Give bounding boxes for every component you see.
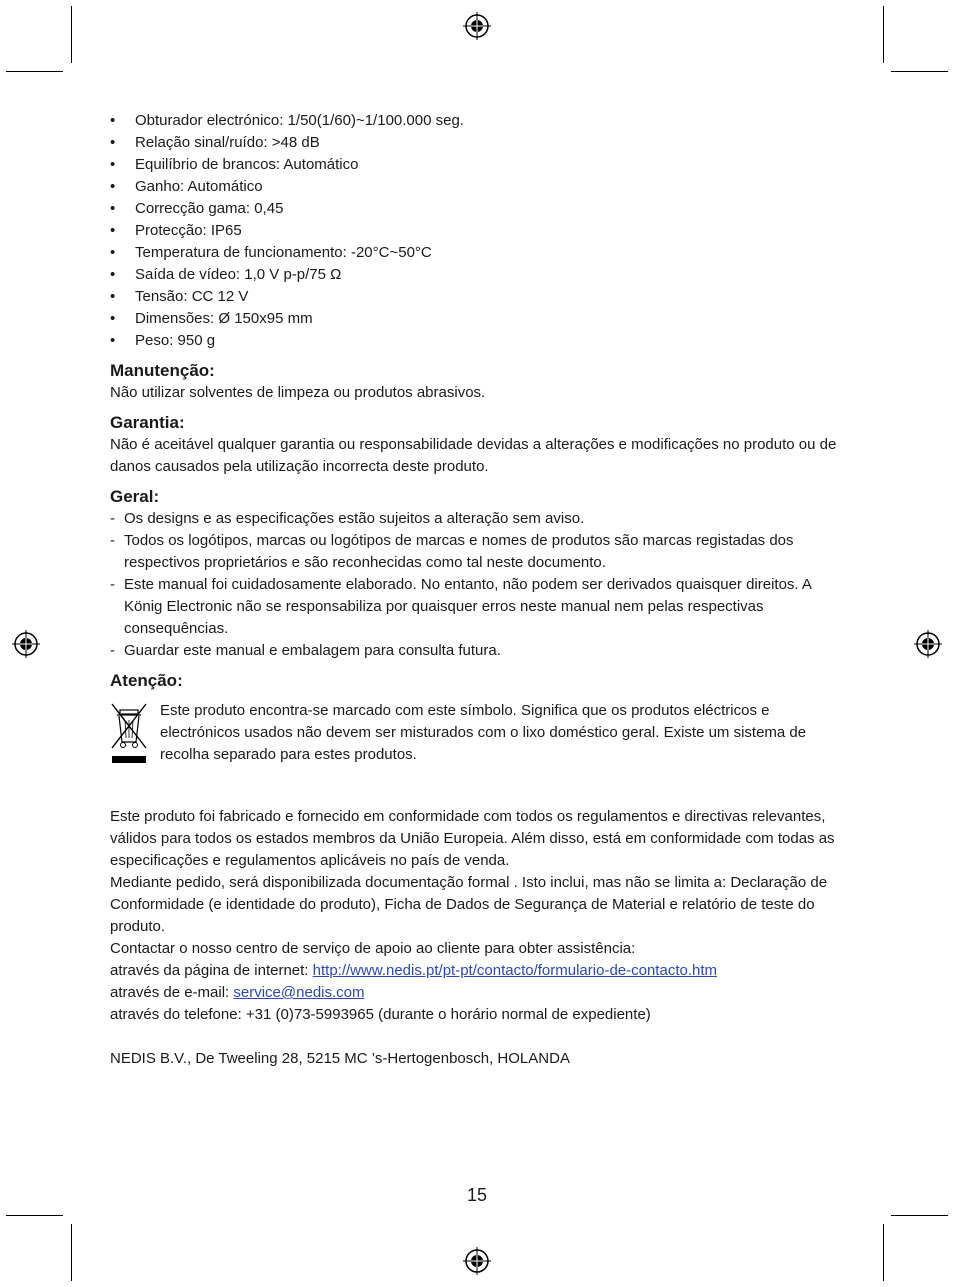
spec-text: Temperatura de funcionamento: -20°C~50°C [135,244,432,261]
bullet: • [110,222,116,239]
general-item [110,640,845,662]
bullet: • [110,244,116,261]
spec-text: Ganho: Automático [135,178,263,195]
crop-mark [883,6,884,63]
bullet: • [110,178,116,195]
web-contact-line [110,960,845,982]
spec-item [110,286,845,308]
maintenance-heading: Manutenção: [110,361,215,380]
attention-section [110,670,845,766]
bullet: • [110,134,116,151]
dash-marker: - [110,510,115,527]
crop-mark [6,71,63,72]
contact-form-link[interactable]: http://www.nedis.pt/pt-pt/contacto/formulario-de-contacto.htm [312,962,717,979]
general-heading: Geral: [110,487,160,506]
spec-item [110,264,845,286]
spec-text: Obturador electrónico: 1/50(1/60)~1/100.000 seg. [135,112,464,129]
spec-item [110,132,845,154]
spec-text: Correcção gama: 0,45 [135,200,284,217]
bullet: • [110,288,116,305]
general-item-text: Guardar este manual e embalagem para consulta futura. [124,642,501,659]
general-item [110,530,845,574]
spec-item [110,220,845,242]
general-item-text: Este manual foi cuidadosamente elaborado. No entanto, não podem ser derivados quaisquer direitos. A König Electronic não se responsabiliza por quaisquer erros neste manual nem pelas respectivas consequências. [124,576,812,637]
general-list [110,508,845,662]
crop-mark [891,1215,948,1216]
bullet: • [110,200,116,217]
conformity-line: Este produto foi fabricado e fornecido em conformidade com todos os regulamentos e directivas relevantes, válidos para todos os estados membros da União Europeia. Além disso, está em conformidade com todas as especificações e regulamentos aplicáveis no país de venda. [110,808,835,869]
conformity-line: Contactar o nosso centro de serviço de apoio ao cliente para obter assistência: [110,940,636,957]
spec-item [110,242,845,264]
weee-notice [110,700,845,766]
spec-text: Peso: 950 g [135,332,216,349]
registration-mark-icon [913,629,943,659]
spec-text: Relação sinal/ruído: >48 dB [135,134,320,151]
bullet: • [110,112,116,129]
bullet: • [110,332,116,349]
page-number: 15 [466,1185,488,1205]
crop-mark [71,1224,72,1281]
general-item [110,574,845,640]
spec-item [110,330,845,352]
dash-marker: - [110,642,115,659]
general-item-text: Os designs e as especificações estão sujeitos a alteração sem aviso. [124,510,585,527]
spec-item [110,308,845,330]
spec-text: Dimensões: Ø 150x95 mm [135,310,313,327]
bullet: • [110,310,116,327]
registration-mark-icon [11,629,41,659]
bullet: • [110,266,116,283]
maintenance-text: Não utilizar solventes de limpeza ou produtos abrasivos. [110,384,486,401]
conformity-section [110,806,845,1026]
general-section [110,486,845,662]
crop-mark [883,1224,884,1281]
warranty-text: Não é aceitável qualquer garantia ou responsabilidade devidas a alterações e modificações no produto ou de danos causados pela utilização incorrecta deste produto. [110,436,837,475]
spec-text: Protecção: IP65 [135,222,242,239]
page-content [110,110,845,1070]
attention-text: Este produto encontra-se marcado com este símbolo. Significa que os produtos eléctricos e electrónicos usados não devem ser misturados com o lixo doméstico geral. Existe um sistema de recolha separado para estes produtos. [160,702,807,763]
spec-list [110,110,845,352]
dash-marker: - [110,532,115,549]
email-contact-line [110,982,845,1004]
spec-text: Equilíbrio de brancos: Automático [135,156,359,173]
crop-mark [71,6,72,63]
spec-item [110,176,845,198]
registration-mark-icon [462,11,492,41]
general-item [110,508,845,530]
web-prefix: através da página de internet: [110,962,313,979]
spec-text: Saída de vídeo: 1,0 V p-p/75 Ω [135,266,342,283]
spec-item [110,110,845,132]
email-prefix: através de e-mail: [110,984,234,1001]
company-address: NEDIS B.V., De Tweeling 28, 5215 MC ’s-Hertogenbosch, HOLANDA [110,1050,570,1067]
bullet: • [110,156,116,173]
spec-item [110,154,845,176]
warranty-heading: Garantia: [110,413,185,432]
warranty-section [110,412,845,478]
registration-mark-icon [462,1246,492,1276]
email-link[interactable]: service@nedis.com [233,984,365,1001]
phone-contact-line: através do telefone: +31 (0)73-5993965 (durante o horário normal de expediente) [110,1006,651,1023]
weee-crossed-bin-icon [110,702,148,764]
dash-marker: - [110,576,115,593]
conformity-line: Mediante pedido, será disponibilizada documentação formal . Isto inclui, mas não se limita a: Declaração de Conformidade (e identidade do produto), Ficha de Dados de Segurança de Material e relatório de teste do produto. [110,874,828,935]
spec-text: Tensão: CC 12 V [135,288,249,305]
attention-heading: Atenção: [110,671,183,690]
crop-mark [891,71,948,72]
maintenance-section [110,360,845,404]
general-item-text: Todos os logótipos, marcas ou logótipos de marcas e nomes de produtos são marcas registadas dos respectivos proprietários e são reconhecidas como tal neste documento. [124,532,794,571]
crop-mark [6,1215,63,1216]
spec-item [110,198,845,220]
